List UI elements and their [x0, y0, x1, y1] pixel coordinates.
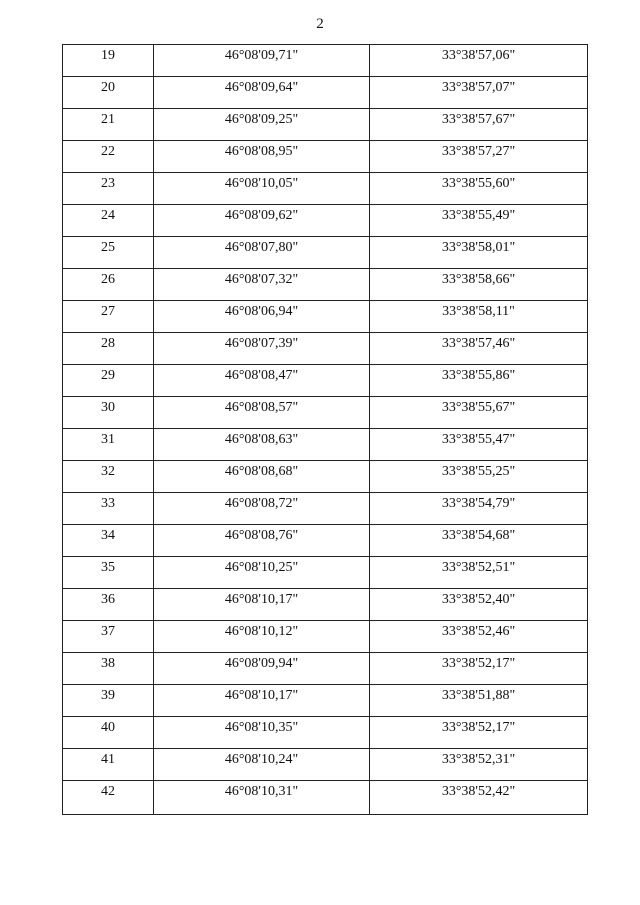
point-number-text: 22	[101, 144, 115, 159]
latitude-text: 46°08'08,68"	[224, 464, 299, 479]
longitude-cell	[370, 493, 588, 525]
longitude-cell	[370, 45, 588, 77]
table-row	[63, 461, 588, 493]
longitude-cell	[370, 77, 588, 109]
point-number-cell	[63, 493, 154, 525]
point-number-text: 40	[101, 720, 115, 735]
point-number-cell	[63, 141, 154, 173]
table-row	[63, 493, 588, 525]
longitude-cell	[370, 365, 588, 397]
point-number-text: 26	[101, 272, 115, 287]
table-row	[63, 717, 588, 749]
table-row	[63, 589, 588, 621]
table-row	[63, 141, 588, 173]
latitude-text: 46°08'08,57"	[224, 400, 299, 415]
point-number-cell	[63, 205, 154, 237]
table-row	[63, 205, 588, 237]
table-row	[63, 749, 588, 781]
point-number-text: 37	[101, 624, 115, 639]
table-row	[63, 429, 588, 461]
table-row	[63, 525, 588, 557]
longitude-cell	[370, 109, 588, 141]
point-number-cell	[63, 749, 154, 781]
latitude-cell	[154, 205, 370, 237]
point-number-cell	[63, 333, 154, 365]
longitude-cell	[370, 269, 588, 301]
point-number-text: 42	[101, 784, 115, 799]
table-row	[63, 653, 588, 685]
longitude-cell	[370, 525, 588, 557]
latitude-text: 46°08'10,24"	[224, 752, 299, 767]
latitude-text: 46°08'07,39"	[224, 336, 299, 351]
point-number-text: 21	[101, 112, 115, 127]
longitude-text: 33°38'57,67"	[441, 112, 516, 127]
latitude-text: 46°08'10,35"	[224, 720, 299, 735]
latitude-cell	[154, 589, 370, 621]
latitude-text: 46°08'10,25"	[224, 560, 299, 575]
longitude-cell	[370, 429, 588, 461]
table-row	[63, 269, 588, 301]
point-number-text: 38	[101, 656, 115, 671]
latitude-cell	[154, 109, 370, 141]
point-number-cell	[63, 77, 154, 109]
longitude-text: 33°38'57,07"	[441, 80, 516, 95]
coordinates-table-body	[63, 45, 588, 815]
latitude-text: 46°08'09,25"	[224, 112, 299, 127]
table-row	[63, 397, 588, 429]
longitude-text: 33°38'55,25"	[441, 464, 516, 479]
point-number-cell	[63, 301, 154, 333]
latitude-cell	[154, 493, 370, 525]
table-row	[63, 333, 588, 365]
latitude-cell	[154, 173, 370, 205]
table-row	[63, 45, 588, 77]
latitude-text: 46°08'09,64"	[224, 80, 299, 95]
longitude-text: 33°38'57,06"	[441, 48, 516, 63]
point-number-text: 35	[101, 560, 115, 575]
point-number-text: 28	[101, 336, 115, 351]
latitude-cell	[154, 461, 370, 493]
longitude-cell	[370, 461, 588, 493]
longitude-text: 33°38'55,49"	[441, 208, 516, 223]
latitude-text: 46°08'10,05"	[224, 176, 299, 191]
point-number-text: 23	[101, 176, 115, 191]
point-number-text: 39	[101, 688, 115, 703]
latitude-text: 46°08'10,12"	[224, 624, 299, 639]
latitude-text: 46°08'10,31"	[224, 784, 299, 799]
longitude-text: 33°38'55,86"	[441, 368, 516, 383]
point-number-cell	[63, 173, 154, 205]
latitude-cell	[154, 301, 370, 333]
longitude-text: 33°38'54,68"	[441, 528, 516, 543]
longitude-cell	[370, 685, 588, 717]
latitude-text: 46°08'10,17"	[224, 688, 299, 703]
table-row	[63, 685, 588, 717]
longitude-text: 33°38'58,01"	[441, 240, 516, 255]
point-number-cell	[63, 781, 154, 815]
latitude-text: 46°08'06,94"	[224, 304, 299, 319]
latitude-cell	[154, 429, 370, 461]
point-number-text: 30	[101, 400, 115, 415]
longitude-text: 33°38'52,17"	[441, 656, 516, 671]
latitude-text: 46°08'09,62"	[224, 208, 299, 223]
table-row	[63, 237, 588, 269]
point-number-cell	[63, 685, 154, 717]
longitude-text: 33°38'57,27"	[441, 144, 516, 159]
point-number-cell	[63, 653, 154, 685]
longitude-cell	[370, 333, 588, 365]
longitude-text: 33°38'52,46"	[441, 624, 516, 639]
longitude-cell	[370, 717, 588, 749]
point-number-text: 27	[101, 304, 115, 319]
point-number-cell	[63, 557, 154, 589]
longitude-cell	[370, 621, 588, 653]
longitude-text: 33°38'55,47"	[441, 432, 516, 447]
latitude-cell	[154, 557, 370, 589]
longitude-text: 33°38'52,42"	[441, 784, 516, 799]
page-number: 2	[316, 16, 324, 32]
longitude-cell	[370, 301, 588, 333]
longitude-cell	[370, 173, 588, 205]
table-row	[63, 557, 588, 589]
point-number-text: 19	[101, 48, 115, 63]
point-number-cell	[63, 621, 154, 653]
table-row	[63, 365, 588, 397]
latitude-cell	[154, 685, 370, 717]
point-number-text: 31	[101, 432, 115, 447]
table-row	[63, 301, 588, 333]
point-number-text: 41	[101, 752, 115, 767]
longitude-text: 33°38'54,79"	[441, 496, 516, 511]
longitude-text: 33°38'52,51"	[441, 560, 516, 575]
point-number-cell	[63, 461, 154, 493]
point-number-cell	[63, 109, 154, 141]
longitude-cell	[370, 781, 588, 815]
point-number-cell	[63, 525, 154, 557]
latitude-text: 46°08'10,17"	[224, 592, 299, 607]
latitude-cell	[154, 653, 370, 685]
longitude-text: 33°38'52,31"	[441, 752, 516, 767]
point-number-cell	[63, 365, 154, 397]
longitude-text: 33°38'57,46"	[441, 336, 516, 351]
table-row	[63, 621, 588, 653]
point-number-text: 24	[101, 208, 115, 223]
point-number-cell	[63, 429, 154, 461]
latitude-text: 46°08'09,94"	[224, 656, 299, 671]
longitude-text: 33°38'51,88"	[441, 688, 516, 703]
latitude-text: 46°08'08,47"	[224, 368, 299, 383]
point-number-cell	[63, 269, 154, 301]
latitude-cell	[154, 141, 370, 173]
longitude-cell	[370, 397, 588, 429]
latitude-cell	[154, 237, 370, 269]
latitude-text: 46°08'08,63"	[224, 432, 299, 447]
latitude-text: 46°08'07,32"	[224, 272, 299, 287]
longitude-text: 33°38'52,17"	[441, 720, 516, 735]
longitude-text: 33°38'58,66"	[441, 272, 516, 287]
point-number-text: 25	[101, 240, 115, 255]
latitude-cell	[154, 781, 370, 815]
coordinates-table	[62, 44, 588, 815]
longitude-text: 33°38'55,60"	[441, 176, 516, 191]
latitude-cell	[154, 717, 370, 749]
latitude-text: 46°08'08,95"	[224, 144, 299, 159]
point-number-text: 29	[101, 368, 115, 383]
latitude-cell	[154, 525, 370, 557]
point-number-text: 33	[101, 496, 115, 511]
table-row	[63, 781, 588, 815]
longitude-cell	[370, 205, 588, 237]
table-row	[63, 109, 588, 141]
latitude-text: 46°08'08,76"	[224, 528, 299, 543]
latitude-text: 46°08'09,71"	[224, 48, 299, 63]
latitude-cell	[154, 77, 370, 109]
latitude-cell	[154, 45, 370, 77]
point-number-text: 32	[101, 464, 115, 479]
latitude-cell	[154, 269, 370, 301]
latitude-cell	[154, 749, 370, 781]
latitude-cell	[154, 365, 370, 397]
latitude-cell	[154, 397, 370, 429]
longitude-text: 33°38'58,11"	[442, 304, 515, 319]
longitude-cell	[370, 589, 588, 621]
longitude-text: 33°38'52,40"	[441, 592, 516, 607]
longitude-cell	[370, 557, 588, 589]
point-number-cell	[63, 45, 154, 77]
longitude-cell	[370, 237, 588, 269]
latitude-cell	[154, 621, 370, 653]
latitude-cell	[154, 333, 370, 365]
table-row	[63, 77, 588, 109]
latitude-text: 46°08'07,80"	[224, 240, 299, 255]
table-row	[63, 173, 588, 205]
point-number-cell	[63, 717, 154, 749]
point-number-text: 36	[101, 592, 115, 607]
longitude-cell	[370, 749, 588, 781]
point-number-text: 20	[101, 80, 115, 95]
point-number-cell	[63, 397, 154, 429]
longitude-cell	[370, 141, 588, 173]
point-number-cell	[63, 237, 154, 269]
point-number-text: 34	[101, 528, 115, 543]
longitude-text: 33°38'55,67"	[441, 400, 516, 415]
longitude-cell	[370, 653, 588, 685]
point-number-cell	[63, 589, 154, 621]
latitude-text: 46°08'08,72"	[224, 496, 299, 511]
